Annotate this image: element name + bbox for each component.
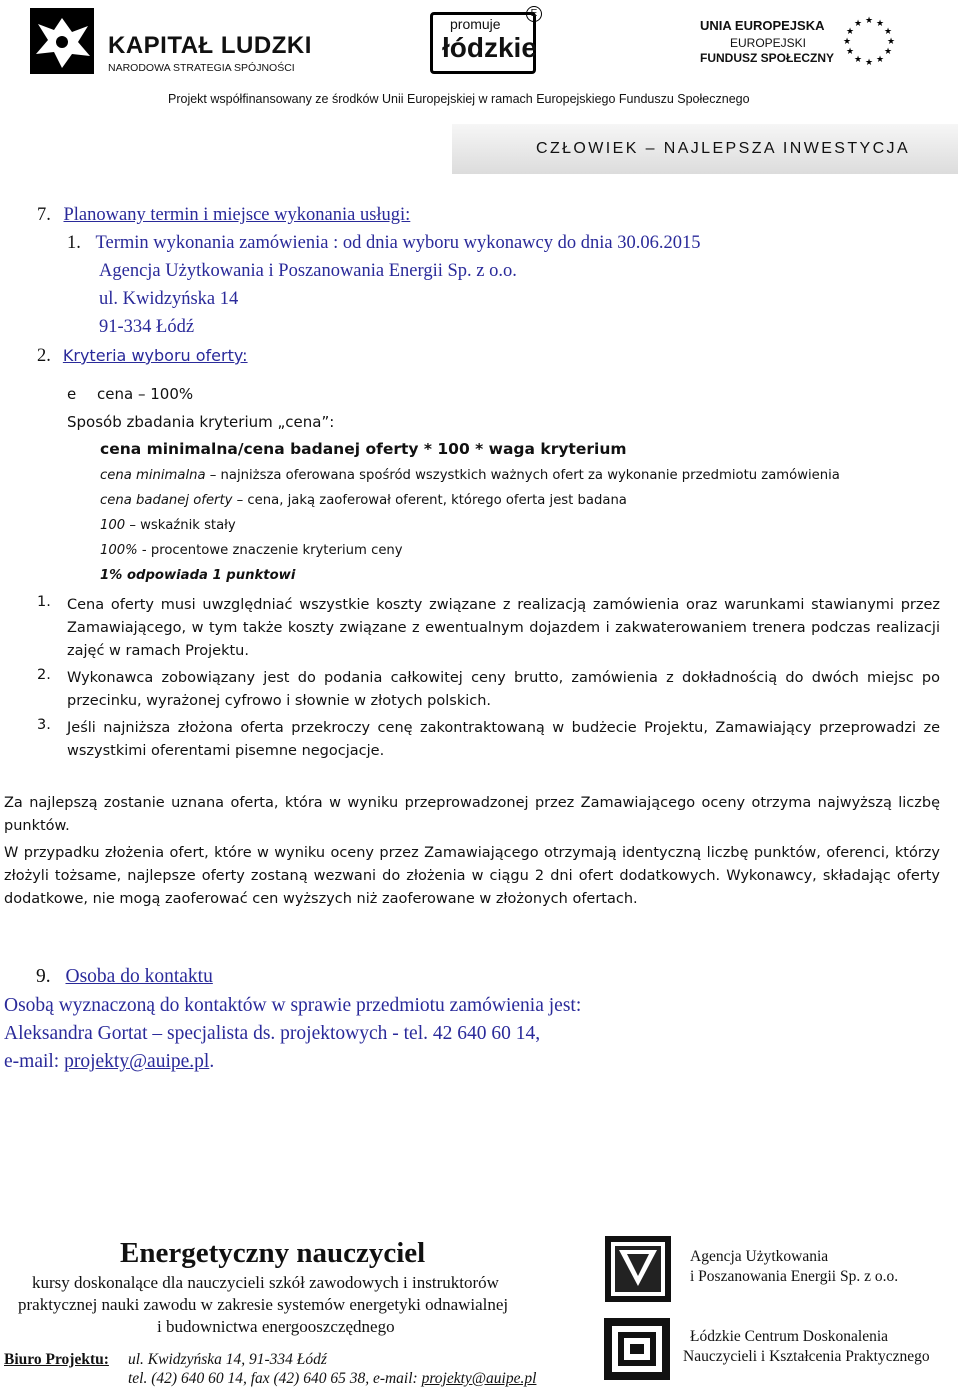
kapital-ludzki-subtitle: NARODOWA STRATEGIA SPÓJNOŚCI: [108, 62, 295, 74]
office-address: ul. Kwidzyńska 14, 91-334 Łódź: [128, 1351, 327, 1368]
bullet-icon: e: [67, 385, 77, 403]
eu-logo-line3: FUNDUSZ SPOŁECZNY: [700, 51, 835, 65]
eu-logo-line1: UNIA EUROPEJSKA: [700, 18, 825, 33]
lodzkie-logo-main: łódzkie: [442, 32, 537, 63]
project-desc-1: kursy doskonalące dla nauczycieli szkół zawodowych i instruktorów: [32, 1273, 499, 1292]
definition-1: [100, 468, 840, 483]
item-2-title: Kryteria wyboru oferty:: [62, 346, 248, 365]
address-line-1: Agencja Użytkowania i Poszanowania Energii Sp. z o.o.: [99, 261, 517, 281]
section-7-heading: [37, 205, 410, 226]
definition-4-term: 100%: [100, 543, 138, 558]
svg-text:★: ★: [853, 55, 863, 65]
eu-logo: [700, 14, 940, 74]
price-criterion-text: cena – 100%: [97, 385, 194, 403]
rule-3-number: 3.: [37, 717, 51, 733]
definition-3-text: – wskaźnik stały: [125, 518, 236, 533]
paragraph-tie-break: W przypadku złożenia ofert, które w wyniku oceny przez Zamawiającego otrzymają identyczną liczbę punktów, oferenci, którzy złożyli tożsame, najlepsze oferty zostaną wezwani do złożenia w ciągu 2 dni ofert dodatkowych. Wykonawcy, składając oferty dodatkowe, nie mogą zaoferować cen wyższych niż zaoferowane w złożonych ofertach.: [4, 845, 940, 907]
svg-text:★: ★: [883, 27, 893, 37]
points-note: 1% odpowiada 1 punktowi: [100, 568, 296, 583]
section-7-item-1: [67, 233, 700, 254]
rule-3-text: Jeśli najniższa złożona oferta przekroczy cenę zakontraktowaną w budżecie Projektu, Zamawiający przeprowadzi ze wszystkimi oferentami pisemne negocjacje.: [67, 720, 940, 759]
lodzkie-logo-top: promuje: [450, 16, 501, 32]
section-9-heading: [36, 966, 213, 988]
item-1-number: 1.: [67, 233, 81, 253]
partner-1-line-1: Agencja Użytkowania: [690, 1248, 829, 1265]
svg-text:★: ★: [864, 58, 874, 66]
lcdnikp-emblem-icon: [604, 1318, 670, 1380]
svg-text:★: ★: [883, 47, 893, 57]
kapital-ludzki-logo: [28, 6, 318, 76]
trademark-icon: E: [526, 6, 542, 22]
price-criterion: [67, 385, 193, 403]
definition-2: [100, 493, 627, 508]
auipe-logo: [605, 1236, 671, 1302]
svg-text:★: ★: [875, 55, 885, 65]
section-9-title: Osoba do kontaktu: [65, 966, 213, 987]
rule-2-number: 2.: [37, 667, 51, 683]
office-contact: [128, 1370, 536, 1388]
svg-text:★: ★: [845, 47, 855, 57]
svg-text:★: ★: [864, 16, 874, 26]
section-9-number: 9.: [36, 966, 51, 987]
office-email-link[interactable]: projekty@auipe.pl: [421, 1370, 537, 1387]
section-7-item-2: [37, 346, 248, 367]
email-label: e-mail:: [4, 1051, 65, 1072]
definition-1-term: cena minimalna: [100, 468, 206, 483]
svg-text:★: ★: [853, 19, 863, 29]
section-7-number: 7.: [37, 205, 51, 225]
method-label: Sposób zbadania kryterium „cena”:: [67, 413, 335, 431]
definition-2-term: cena badanej oferty: [100, 493, 233, 508]
contact-line-1: Osobą wyznaczoną do kontaktów w sprawie przedmiotu zamówienia jest:: [4, 995, 582, 1016]
project-title: Energetyczny nauczyciel: [120, 1237, 426, 1269]
rule-1-text: Cena oferty musi uwzględniać wszystkie koszty związane z realizacją zamówienia oraz warunkami stawianymi przez Zamawiającego, w tym także koszty związane z ewentualnym dojazdem i zakwaterowaniem trenera podczas realizacji zajęć w ramach Projektu.: [67, 597, 940, 659]
address-line-2: ul. Kwidzyńska 14: [99, 289, 239, 309]
promuje-lodzkie-logo: [430, 6, 542, 72]
definition-1-text: – najniższa oferowana spośród wszystkich ważnych ofert za wykonanie przedmiotu zamówienia: [205, 468, 840, 483]
project-desc-3: i budownictwa energooszczędnego: [157, 1317, 395, 1336]
svg-text:★: ★: [886, 37, 896, 47]
rule-1-number: 1.: [37, 594, 51, 610]
office-contact-text: tel. (42) 640 60 14, fax (42) 640 65 38, e-mail:: [128, 1370, 422, 1387]
svg-text:★: ★: [845, 27, 855, 37]
partner-1-line-2: i Poszanowania Energii Sp. z o.o.: [690, 1268, 899, 1285]
project-desc-2: praktycznej nauki zawodu w zakresie systemów energetyki odnawialnej: [18, 1295, 509, 1314]
svg-text:★: ★: [875, 19, 885, 29]
partner-2-line-1: Łódzkie Centrum Doskonalenia: [690, 1328, 889, 1345]
item-1-text: Termin wykonania zamówienia : od dnia wyboru wykonawcy do dnia 30.06.2015: [95, 233, 701, 253]
definition-3-term: 100: [100, 518, 126, 533]
office-label: Biuro Projektu:: [4, 1351, 109, 1368]
definition-3: [100, 518, 236, 533]
kapital-ludzki-emblem: [28, 6, 96, 76]
email-trailing: .: [209, 1051, 215, 1072]
auipe-emblem-icon: [605, 1236, 671, 1302]
cofinance-note: Projekt współfinansowany ze środków Unii Europejskiej w ramach Europejskiego Funduszu Społecznego: [168, 92, 750, 106]
lcdnikp-logo: [604, 1318, 670, 1380]
definition-4-text: - procentowe znaczenie kryterium ceny: [137, 543, 403, 558]
address-line-3: 91-334 Łódź: [99, 317, 195, 337]
contact-line-2: Aleksandra Gortat – specjalista ds. projektowych - tel. 42 640 60 14,: [4, 1023, 541, 1044]
section-7-title: Planowany termin i miejsce wykonania usługi:: [63, 205, 411, 225]
partner-2-line-2: Nauczycieli i Kształcenia Praktycznego: [683, 1348, 930, 1365]
formula: cena minimalna/cena badanej oferty * 100 * waga kryterium: [100, 440, 627, 458]
kapital-ludzki-title: KAPITAŁ LUDZKI: [108, 32, 312, 59]
svg-text:★: ★: [842, 37, 852, 47]
rule-2-text: Wykonawca zobowiązany jest do podania całkowitej ceny brutto, zamówienia z dokładnością do dwóch miejsc po przecinku, wyrażonej cyfrowo i słownie w złotych polskich.: [67, 670, 940, 709]
eu-logo-line2: EUROPEJSKI: [730, 36, 807, 50]
contact-email-line: [4, 1051, 214, 1073]
paragraph-best-offer: Za najlepszą zostanie uznana oferta, która w wyniku przeprowadzonej przez Zamawiającego oceny otrzyma najwyższą liczbę punktów.: [4, 795, 940, 834]
contact-email-link[interactable]: projekty@auipe.pl: [64, 1051, 210, 1072]
definition-4: [100, 543, 403, 558]
slogan: CZŁOWIEK – NAJLEPSZA INWESTYCJA: [536, 140, 911, 157]
eu-stars-icon: [840, 14, 898, 66]
definition-2-text: – cena, jaką zaoferował oferent, którego oferta jest badana: [232, 493, 627, 508]
item-2-number: 2.: [37, 346, 51, 366]
